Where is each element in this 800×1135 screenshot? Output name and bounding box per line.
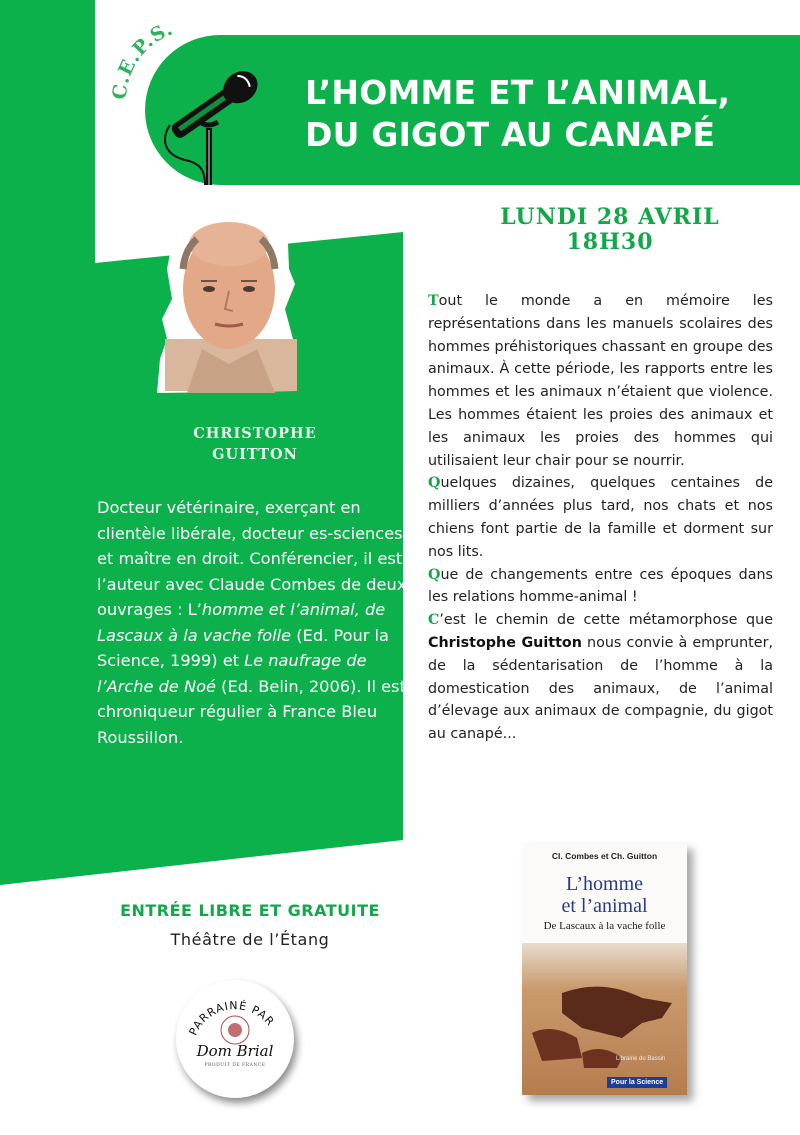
paragraph-text: nous convie à emprunter, de la sédentarisation de l’homme à la domestication des animaux, de l’animal d’élevage aux animaux de compagnie, du gigot au canapé... <box>428 634 774 743</box>
book-publisher: Pour la Science <box>607 1077 667 1088</box>
description-paragraph <box>428 472 773 563</box>
paragraph-text: out le monde a en mémoire les représentations dans les manuels scolaires des hommes préhistoriques chassant en groupe des animaux. À cette période, les rapports entre les hommes et les animaux n’étaient que violence. Les hommes étaient les proies des animaux et les animaux les proies des hommes qui utilisaient leur chair pour se nourrir. <box>428 293 773 469</box>
event-time: 18H30 <box>566 229 654 255</box>
ceps-label: C.E.P.S. <box>108 17 177 101</box>
bio-text: (Ed. Belin, 2006). Il est chroniqueur régulier à France Bleu Roussillon. <box>97 676 406 747</box>
book-title-line2: et l’animal <box>561 895 648 917</box>
speaker-name-inline: Christophe Guitton <box>428 634 582 651</box>
bio-text: Docteur vétérinaire, exerçant en clientèle libérale, docteur es-sciences et maître en droit. Conférencier, il est l’auteur avec Claude Combes de deux ouvrages : L’ <box>97 498 407 619</box>
sponsor-badge-graphic <box>176 980 294 1098</box>
book-cover <box>522 843 687 1095</box>
event-title-line1: L’HOMME ET L’ANIMAL, <box>305 73 731 112</box>
description-paragraph <box>428 290 773 472</box>
book-title-line1: L’homme <box>565 873 644 895</box>
book-library-mark: Librairie du Bassin <box>616 1056 666 1062</box>
speaker-name <box>120 423 390 465</box>
admission-info: ENTRÉE LIBRE ET GRATUITE <box>120 901 380 920</box>
sponsor-tagline: PRODUIT DE FRANCE <box>204 1063 266 1068</box>
sponsor-badge <box>176 980 294 1098</box>
paragraph-text: uelques dizaines, quelques centaines de milliers d’années plus tard, nos chats et nos chiens font partie de la famille et dorment sur nos lits. <box>428 475 773 560</box>
event-title-line2: DU GIGOT AU CANAPÉ <box>305 115 716 154</box>
book-subtitle: De Lascaux à la vache folle <box>543 920 666 932</box>
microphone-icon <box>150 50 280 185</box>
dropcap: T <box>428 293 439 309</box>
paragraph-text: ’est le chemin de cette métamorphose que <box>439 612 773 629</box>
dropcap: C <box>428 612 440 629</box>
bio-book-title-2: Le naufrage de l’Arche de Noé <box>97 651 367 696</box>
event-description <box>428 290 773 746</box>
event-date: LUNDI 28 AVRIL <box>500 204 720 230</box>
dropcap: Q <box>428 475 441 492</box>
dropcap: Q <box>428 566 441 583</box>
speaker-first-name: CHRISTOPHE <box>193 425 317 442</box>
description-paragraph <box>428 564 773 610</box>
sponsor-label: PARRAINÉ PAR <box>186 999 278 1038</box>
speaker-bio <box>97 495 407 750</box>
bio-text: (Ed. Pour la Science, 1999) et <box>97 625 389 670</box>
seal-icon <box>228 1023 242 1037</box>
paragraph-text: ue de changements entre ces époques dans les relations homme-animal ! <box>428 566 773 606</box>
venue-name: Théâtre de l’Étang <box>170 930 330 949</box>
speaker-photo <box>157 209 302 393</box>
book-title <box>522 873 687 917</box>
event-datetime <box>420 205 800 255</box>
speaker-last-name: GUITTON <box>212 446 298 463</box>
cave-painting-image <box>522 943 687 1095</box>
event-title <box>305 72 730 156</box>
bio-book-title-1: homme et l’animal, de Lascaux à la vache folle <box>97 600 386 645</box>
book-authors: Cl. Combes et Ch. Guitton <box>551 851 658 861</box>
description-paragraph <box>428 609 773 746</box>
sponsor-brand: Dom Brial <box>196 1042 274 1060</box>
